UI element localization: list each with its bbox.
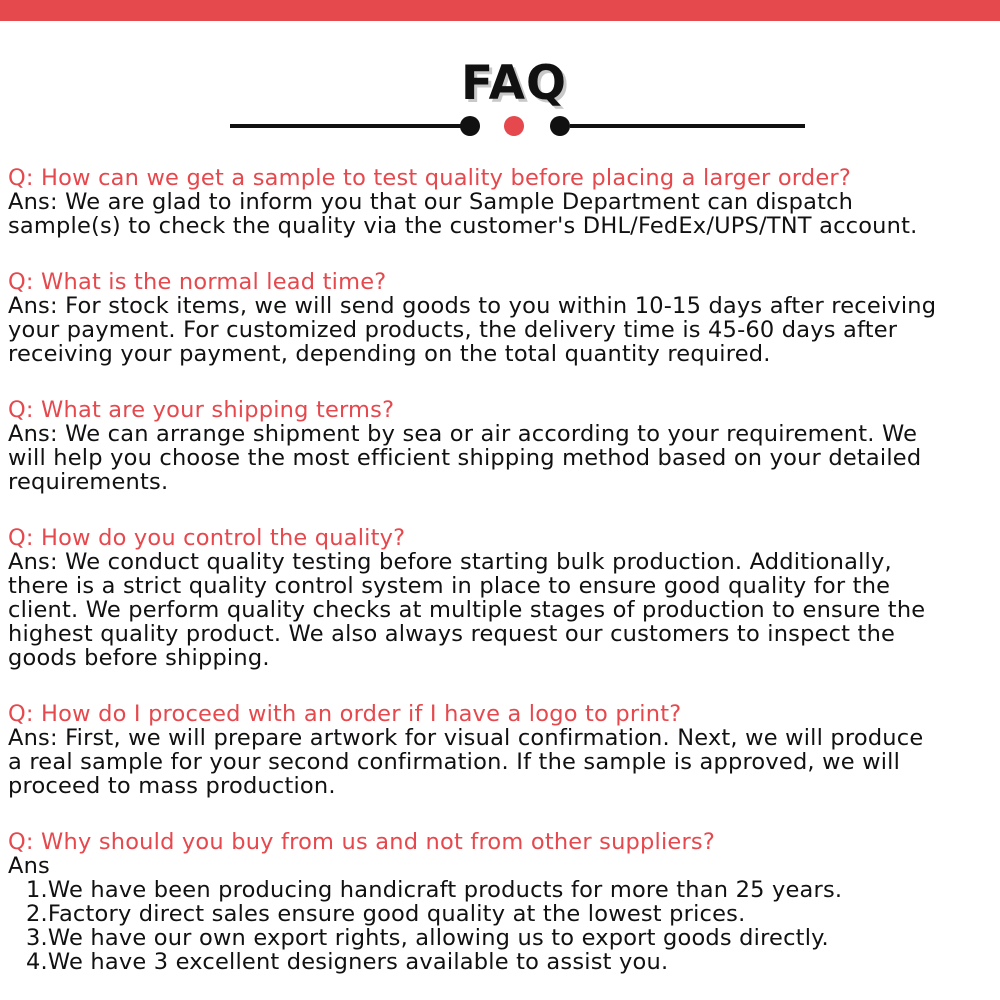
list-item: 3.We have our own export rights, allowing us to export goods directly. bbox=[26, 925, 829, 951]
faq-item bbox=[8, 270, 993, 366]
list-item: 2.Factory direct sales ensure good quality at the lowest prices. bbox=[26, 901, 746, 927]
faq-item bbox=[8, 166, 993, 238]
faq-answer-line: Ans: For stock items, we will send goods to you within 10-15 days after receiving bbox=[8, 293, 937, 319]
faq-question: Q: How do you control the quality? bbox=[8, 525, 406, 551]
faq-answer-line: client. We perform quality checks at multiple stages of production to ensure the bbox=[8, 597, 926, 623]
faq-answer-line: Ans: We conduct quality testing before starting bulk production. Additionally, bbox=[8, 549, 892, 575]
faq-answer-line: Ans: We are glad to inform you that our Sample Department can dispatch bbox=[8, 189, 854, 215]
faq-question: Q: How do I proceed with an order if I have a logo to print? bbox=[8, 701, 682, 727]
faq-answer-line: a real sample for your second confirmation. If the sample is approved, we will bbox=[8, 749, 901, 775]
faq-answer-line: will help you choose the most efficient shipping method based on your detailed bbox=[8, 445, 922, 471]
faq-answer-line: Ans: First, we will prepare artwork for visual confirmation. Next, we will produce bbox=[8, 725, 924, 751]
faq-answer-line: your payment. For customized products, the delivery time is 45-60 days after bbox=[8, 317, 898, 343]
faq-question: Q: What are your shipping terms? bbox=[8, 397, 395, 423]
faq-answer-line: Ans: We can arrange shipment by sea or air according to your requirement. We bbox=[8, 421, 918, 447]
faq-answer-line: goods before shipping. bbox=[8, 645, 270, 671]
faq-item bbox=[8, 398, 993, 494]
faq-answer-line: proceed to mass production. bbox=[8, 773, 336, 799]
faq-item bbox=[8, 702, 993, 798]
faq-answer-line: requirements. bbox=[8, 469, 169, 495]
faq-list bbox=[8, 166, 993, 974]
faq-item bbox=[8, 830, 993, 974]
faq-question: Q: How can we get a sample to test quality before placing a larger order? bbox=[8, 165, 851, 191]
title-divider bbox=[230, 114, 805, 138]
divider-dot-center bbox=[504, 116, 524, 136]
divider-dot-right bbox=[550, 116, 570, 136]
divider-dot-left bbox=[460, 116, 480, 136]
faq-answer-line: highest quality product. We also always request our customers to inspect the bbox=[8, 621, 896, 647]
answer-list bbox=[8, 878, 993, 974]
faq-answer-line: receiving your payment, depending on the total quantity required. bbox=[8, 341, 771, 367]
top-accent-bar bbox=[0, 0, 1000, 21]
faq-answer-label: Ans bbox=[8, 853, 50, 879]
faq-answer-line: there is a strict quality control system in place to ensure good quality for the bbox=[8, 573, 891, 599]
faq-answer-line: sample(s) to check the quality via the customer's DHL/FedEx/UPS/TNT account. bbox=[8, 213, 918, 239]
faq-question: Q: Why should you buy from us and not from other suppliers? bbox=[8, 829, 715, 855]
faq-question: Q: What is the normal lead time? bbox=[8, 269, 387, 295]
list-item: 4.We have 3 excellent designers available to assist you. bbox=[26, 949, 669, 975]
list-item: 1.We have been producing handicraft products for more than 25 years. bbox=[26, 877, 843, 903]
faq-item bbox=[8, 526, 993, 670]
page-title: FAQ bbox=[460, 56, 568, 111]
